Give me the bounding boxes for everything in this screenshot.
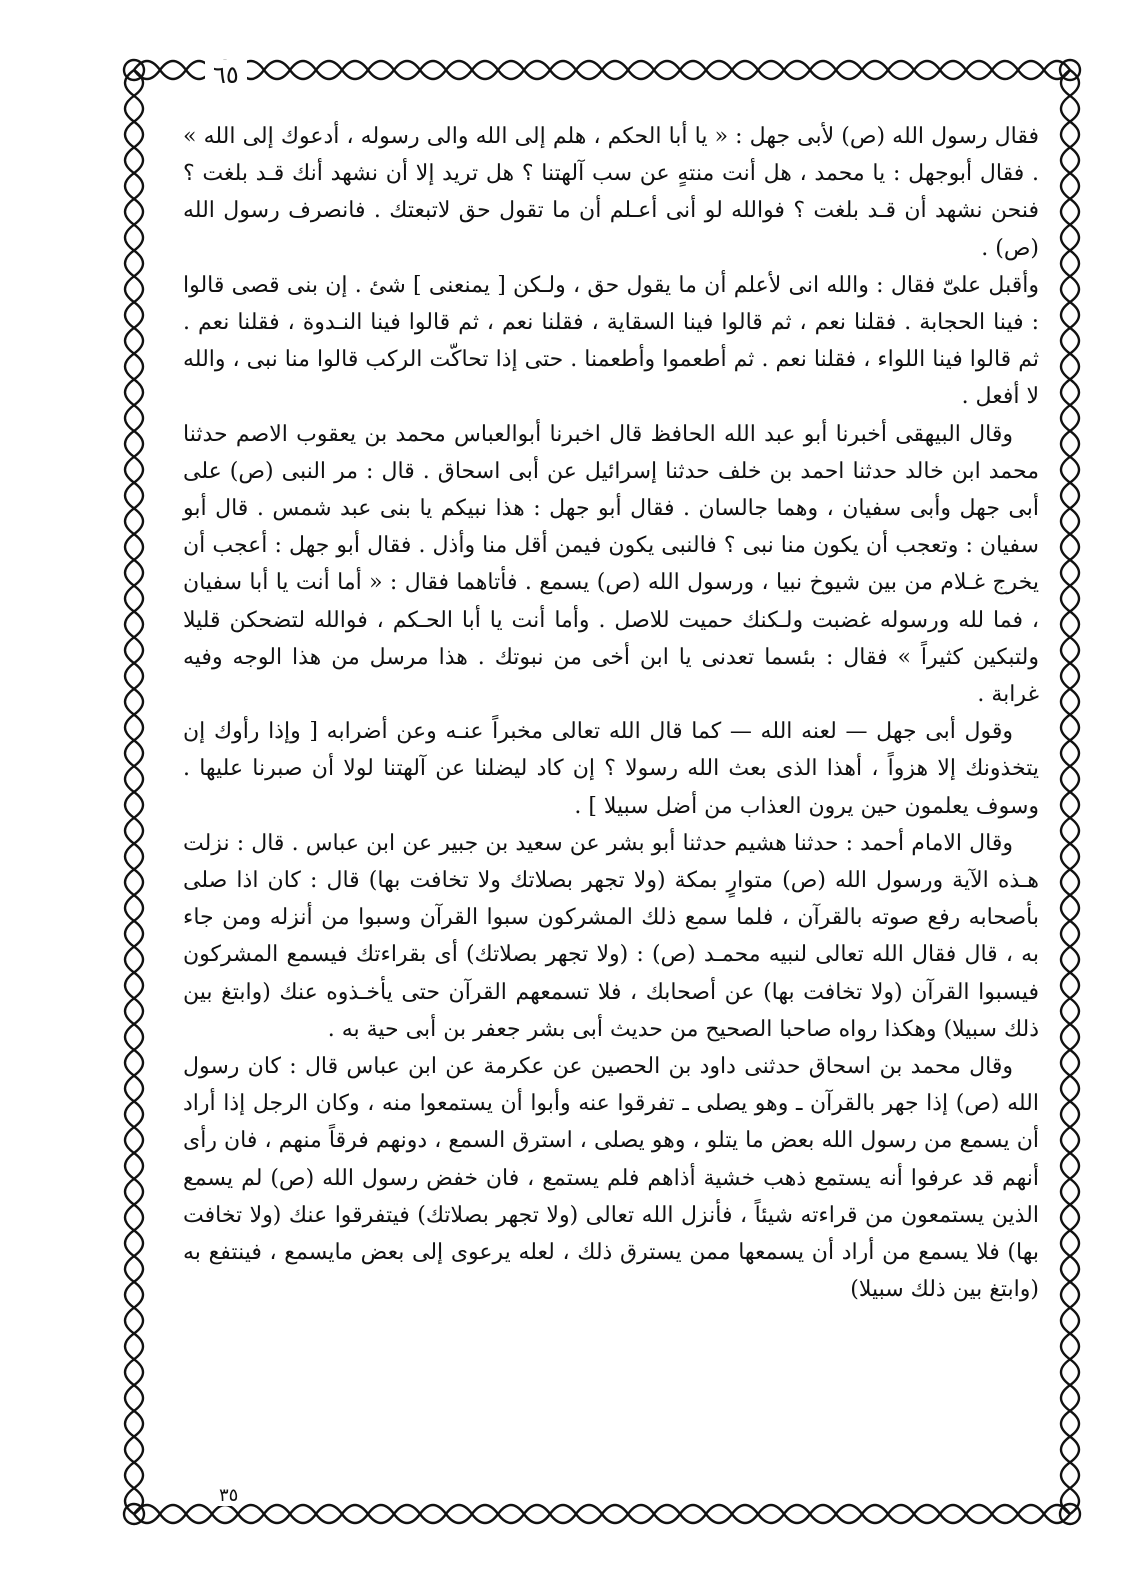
signature-mark: ٣٥	[215, 1485, 242, 1506]
paragraph-6: وقال محمد بن اسحاق حدثنى داود بن الحصين عن عكرمة عن ابن عباس قال : كان رسول الله (ص) إذا جهر بالقرآن ـ وهو يصلى ـ تفرقوا عنه وأبوا أن يستمعوا منه ، وكان الرجل إذا أراد أن يسمع من رسول الله بعض ما يتلو ، وهو يصلى ، استرق السمع ، دونهم فرقاً منهم ، فان رأى أنهم قد عرفوا أنه يستمع ذهب خشية أذاهم فلم يستمع ، فان خفض رسول الله (ص) لم يسمع الذين يستمعون من قراءته شيئاً ، فأنزل الله تعالى (ولا تجهر بصلاتك) فيتفرقوا عنك (ولا تخافت بها) فلا يسمع من أراد أن يسمعها ممن يسترق ذلك ، لعله يرعوى إلى بعض مايسمع ، فينتفع به (وابتغ بين ذلك سبيلا)	[183, 1054, 1039, 1303]
paragraph-5: وقال الامام أحمد : حدثنا هشيم حدثنا أبو بشر عن سعيد بن جبير عن ابن عباس . قال : نزلت هـذه الآية ورسول الله (ص) متوارٍ بمكة (ولا تجهر بصلاتك ولا تخافت بها) قال : كان اذا صلى بأصحابه رفع صوته بالقرآن ، فلما سمع ذلك المشركون سبوا القرآن وسبوا من أنزله ومن جاء به ، قال فقال الله تعالى لنبيه محمـد (ص) : (ولا تجهر بصلاتك) أى بقراءتك فيسمع المشركون فيسبوا القرآن (ولا تخافت بها) عن أصحابك ، فلا تسمعهم القرآن حتى يأخـذوه عنك (وابتغ بين ذلك سبيلا) وهكذا رواه صاحبا الصحيح من حديث أبى بشر جعفر بن أبى حية به .	[183, 830, 1039, 1042]
border-strand	[134, 61, 1070, 79]
border-strand	[125, 70, 143, 1514]
paragraph-2: وأقبل علىّ فقال : والله انى لأعلم أن ما يقول حق ، ولـكن [ يمنعنى ] شئ . إن بنى قصى قالوا : فينا الحجابة . فقلنا نعم ، ثم قالوا فينا السقاية ، فقلنا نعم ، ثم قالوا فينا النـدوة ، فقلنا نعم . ثم قالوا فينا اللواء ، فقلنا نعم . ثم أطعموا وأطعمنا . حتى إذا تحاكّت الركب قالوا منا نبى ، والله لا أفعل .	[183, 272, 1039, 410]
text-body	[183, 118, 1039, 1478]
paragraph-4: وقول أبى جهل — لعنه الله — كما قال الله تعالى مخبراً عنـه وعن أضرابه [ وإذا رأوك إن يتخذونك إلا هزواً ، أهذا الذى بعث الله رسولا ؟ إن كاد ليضلنا عن آلهتنا لولا أن صبرنا عليها . وسوف يعلمون حين يرون العذاب من أضل سبيلا ] .	[183, 719, 1039, 819]
border-strand	[1061, 70, 1079, 1514]
paragraph-1: فقال رسول الله (ص) لأبى جهل : « يا أبا الحكم ، هلم إلى الله والى رسوله ، أدعوك إلى الله » . فقال أبوجهل : يا محمد ، هل أنت منتهٍ عن سب آلهتنا ؟ هل تريد إلا أن نشهد أنك قـد بلغت ؟ فنحن نشهد أن قـد بلغت ؟ فوالله لو أنى أعـلم أن ما تقول حق لاتبعتك . فانصرف رسول الله (ص) .	[183, 124, 1039, 261]
border-strand	[134, 1505, 1070, 1523]
paragraph-3: وقال البيهقى أخبرنا أبو عبد الله الحافظ قال اخبرنا أبوالعباس محمد بن يعقوب الاصم حدثنا محمد ابن خالد حدثنا احمد بن خلف حدثنا إسرائيل عن أبى اسحاق . قال : مر النبى (ص) على أبى جهل وأبى سفيان ، وهما جالسان . فقال أبو جهل : هذا نبيكم يا بنى عبد شمس . قال أبو سفيان : وتعجب أن يكون منا نبى ؟ فالنبى يكون فيمن أقل منا وأذل . فقال أبو جهل : أعجب أن يخرج غـلام من بين شيوخ نبيا ، ورسول الله (ص) يسمع . فأتاهما فقال : « أما أنت يا أبا سفيان ، فما لله ورسوله غضبت ولـكنك حميت للاصل . وأما أنت يا أبا الحـكم ، فوالله لتضحكن قليلا ولتبكين كثيراً » فقال : بئسما تعدنى يا ابن أخى من نبوتك . هذا مرسل من هذا الوجه وفيه غرابة .	[183, 421, 1039, 708]
page-number: ٦٥	[205, 60, 247, 90]
